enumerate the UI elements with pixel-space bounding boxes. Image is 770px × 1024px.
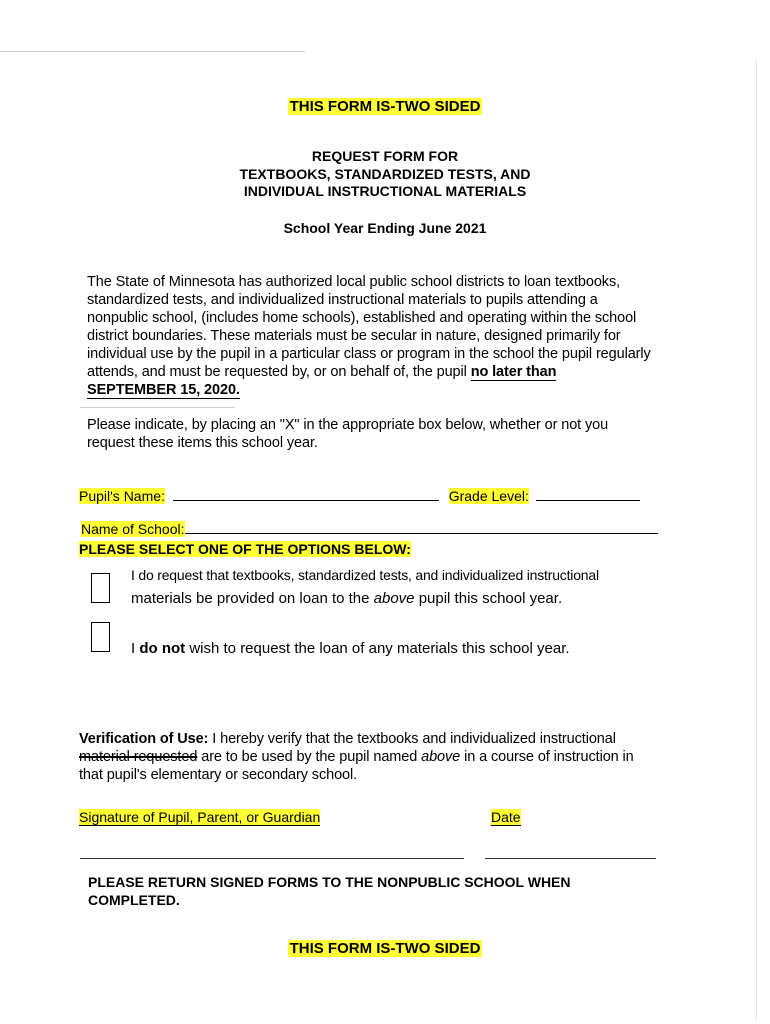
option-text-bold: do not bbox=[139, 640, 186, 657]
footer-banner: THIS FORM IS-TWO SIDED bbox=[289, 940, 481, 957]
verification-text: that pupil's elementary or secondary school. bbox=[79, 767, 358, 783]
option-text-italic: above bbox=[373, 590, 415, 607]
signature-line[interactable] bbox=[80, 858, 464, 859]
header-banner-row bbox=[0, 98, 770, 116]
intro-line: The State of Minnesota has authorized local public school districts to loan textbooks, bbox=[87, 274, 621, 290]
intro-text: attends, and must be requested by, or on behalf of, the pupil bbox=[87, 364, 471, 380]
options-heading-row bbox=[79, 541, 411, 558]
scan-artifact-edge bbox=[756, 60, 757, 1020]
option-decline bbox=[131, 640, 570, 658]
verification-text: in a course of instruction in bbox=[460, 749, 634, 765]
footer-banner-row bbox=[0, 940, 770, 958]
verification-struck-text: material requested bbox=[79, 749, 198, 765]
date-label: Date bbox=[491, 809, 521, 825]
deadline-date: SEPTEMBER 15, 2020. bbox=[87, 382, 240, 398]
option-text: wish to request the loan of any materials this school year. bbox=[185, 640, 570, 657]
option-text: materials be provided on loan to the bbox=[131, 590, 374, 607]
intro-line: individual use by the pupil in a particular class or program in the school the pupil regularly bbox=[87, 346, 651, 362]
instruction-line: request these items this school year. bbox=[87, 435, 318, 451]
instruction-line: Please indicate, by placing an "X" in the appropriate box below, whether or not you bbox=[87, 417, 609, 433]
pupil-grade-row bbox=[79, 487, 679, 505]
title-line: REQUEST FORM FOR bbox=[311, 148, 459, 164]
grade-level-label: Grade Level: bbox=[448, 488, 529, 504]
intro-line-last bbox=[87, 363, 727, 381]
date-label-row bbox=[491, 809, 521, 826]
verification-paragraph bbox=[79, 730, 739, 784]
school-name-row bbox=[81, 521, 681, 538]
title-line: TEXTBOOKS, STANDARDIZED TESTS, AND bbox=[239, 165, 531, 182]
option-request-line-2 bbox=[131, 590, 731, 608]
instruction-paragraph bbox=[87, 416, 727, 452]
intro-paragraph bbox=[87, 273, 727, 399]
return-note bbox=[88, 873, 708, 909]
pupil-name-label: Pupil's Name: bbox=[79, 488, 165, 504]
request-checkbox[interactable] bbox=[91, 573, 110, 603]
option-request bbox=[131, 566, 731, 608]
verification-text: I hereby verify that the textbooks and individualized instructional bbox=[208, 731, 616, 747]
grade-level-field[interactable] bbox=[536, 487, 640, 501]
verification-text: are to be used by the pupil named bbox=[197, 749, 422, 765]
options-heading: PLEASE SELECT ONE OF THE OPTIONS BELOW: bbox=[79, 541, 411, 557]
pupil-name-field[interactable] bbox=[173, 487, 439, 501]
school-name-label: Name of School: bbox=[81, 521, 185, 537]
option-request-line: I do request that textbooks, standardized tests, and individualized instructional bbox=[131, 567, 599, 583]
signature-label-row bbox=[79, 809, 320, 826]
date-line[interactable] bbox=[485, 858, 656, 859]
school-name-field[interactable] bbox=[185, 521, 658, 534]
title-line: INDIVIDUAL INSTRUCTIONAL MATERIALS bbox=[243, 183, 527, 199]
return-note-line: PLEASE RETURN SIGNED FORMS TO THE NONPUBLIC SCHOOL WHEN bbox=[88, 874, 571, 890]
intro-line: standardized tests, and individualized instructional materials to pupils attending a bbox=[87, 292, 598, 308]
option-text: I bbox=[131, 640, 140, 657]
school-year: School Year Ending June 2021 bbox=[283, 220, 487, 236]
option-text: pupil this school year. bbox=[414, 590, 563, 607]
header-banner: THIS FORM IS-TWO SIDED bbox=[289, 98, 481, 115]
intro-line: district boundaries. These materials must be secular in nature, designed primarily for bbox=[87, 328, 621, 344]
form-title bbox=[0, 148, 770, 201]
intro-line: nonpublic school, (includes home schools), established and operating within the school bbox=[87, 310, 637, 326]
deadline-lead: no later than bbox=[470, 364, 557, 380]
signature-label: Signature of Pupil, Parent, or Guardian bbox=[79, 809, 321, 825]
decline-checkbox[interactable] bbox=[91, 622, 110, 652]
scan-artifact-line bbox=[80, 407, 235, 408]
scan-artifact-line bbox=[0, 51, 305, 52]
verification-text-italic: above bbox=[421, 749, 461, 765]
verification-label: Verification of Use: bbox=[79, 731, 209, 747]
return-note-line: COMPLETED. bbox=[88, 892, 180, 908]
